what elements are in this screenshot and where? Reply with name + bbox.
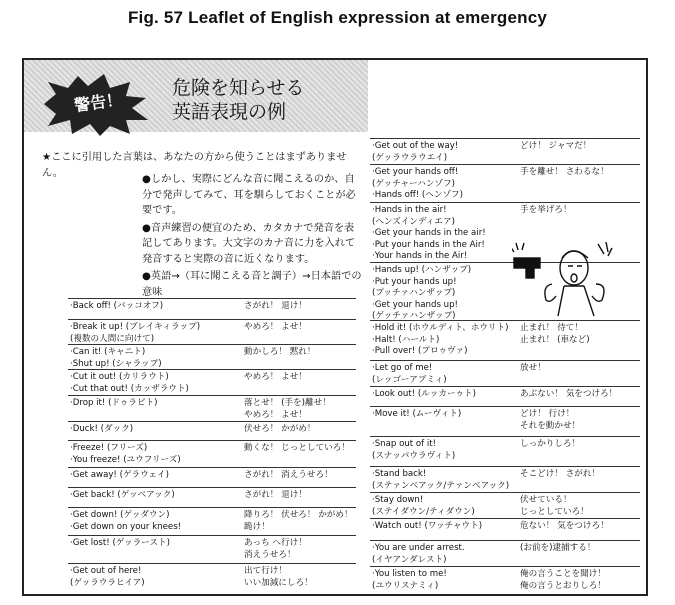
phrase-row xyxy=(68,421,356,440)
phrase-row xyxy=(68,298,356,319)
phrase-row xyxy=(370,540,640,566)
phrase-japanese: 出て行け！ いい加減にしろ！ xyxy=(244,566,313,588)
phrase-english: ·Cut it out! (カリラウト) ·Cut that out! (カッザラウト) xyxy=(70,372,189,394)
phrase-column-left xyxy=(68,298,356,591)
phrase-japanese: 降りろ！ 伏せろ！ かがめ！ 跪け！ xyxy=(244,510,353,532)
leaflet-title xyxy=(172,76,304,124)
phrase-english: ·Can it! (キャニト) ·Shut up! (シャラップ) xyxy=(70,347,162,369)
phrase-japanese: さがれ！ 退け！ xyxy=(244,490,307,500)
phrase-japanese: 放せ！ xyxy=(520,363,546,373)
phrase-english: ·Get your hands off! (ゲッチャーハンゾフ) ·Hands off! (ヘンゾフ) xyxy=(372,167,464,200)
phrase-japanese: 手を離せ！ さわるな！ xyxy=(520,167,609,177)
phrase-row xyxy=(370,138,640,164)
intro-note: ★ここに引用した言葉は、あなたの方から使うことはまずありません。 xyxy=(42,152,347,179)
phrase-row xyxy=(68,319,356,344)
bullet-item: ●英語→（耳に聞こえる音と調子）→日本語での意味 xyxy=(142,271,362,298)
phrase-row xyxy=(370,492,640,518)
phrase-english: ·Stand back! (ステァンベアック/テァンベアック) xyxy=(372,469,510,491)
phrase-japanese: どけ！ ジャマだ！ xyxy=(520,141,592,151)
phrase-english: ·Freeze! (フリーズ) ·You freeze! (ユウフリーズ) xyxy=(70,443,181,465)
phrase-row xyxy=(370,164,640,202)
phrase-english: ·Stay down! (ステイダウン/ティダウン) xyxy=(372,495,475,517)
phrase-english: ·You listen to me! (ユウリスナミィ) xyxy=(372,569,447,591)
phrase-row xyxy=(68,507,356,535)
phrase-english: ·Hold it! (ホウルディト、ホウリト) ·Halt! (ハールト) ·Pull over! (プロゥヴァ) xyxy=(372,323,509,356)
leaflet xyxy=(22,58,648,596)
phrase-japanese: 手を挙げろ！ xyxy=(520,205,572,215)
phrase-row xyxy=(68,344,356,369)
phrase-row xyxy=(68,369,356,395)
phrase-row xyxy=(68,467,356,487)
phrase-english: ·Get back! (ゲッベアック) xyxy=(70,490,175,500)
phrase-english: ·Get away! (ゲラウェイ) xyxy=(70,470,169,480)
phrase-english: ·Hands up! (ハンザップ) ·Put your hands up! (プッチァハンザップ) ·Get your hands up! (ゲッチァハンザップ) xyxy=(372,265,472,321)
phrase-japanese: 伏せている！ じっとしていろ！ xyxy=(520,495,589,517)
phrase-row xyxy=(370,406,640,436)
phrase-english: ·Break it up! (ブレイキィラップ) (複数の人間に向けて) xyxy=(70,322,201,344)
phrase-english: ·Get down! (ゲッダウン) ·Get down on your knees! xyxy=(70,510,182,532)
phrase-row xyxy=(370,360,640,386)
phrase-english: ·Drop it! (ドゥラピト) xyxy=(70,398,158,408)
phrase-japanese: (お前を)逮捕する！ xyxy=(520,543,596,553)
phrase-japanese: あぶない！ 気をつけろ！ xyxy=(520,389,618,399)
phrase-japanese: やめろ！ よせ！ xyxy=(244,372,307,382)
phrase-english: ·Get lost! (ゲッラースト) xyxy=(70,538,170,548)
phrase-japanese: 俺の言うことを聞け！ 俺の言うとおりしろ！ xyxy=(520,569,606,591)
phrase-english: ·Let go of me! (レッゴーアブミィ) xyxy=(372,363,447,385)
phrase-english: ·You are under arrest. (イヤアンダレスト) xyxy=(372,543,465,565)
phrase-japanese: 止まれ！ 待て！ 止まれ！ (車など) xyxy=(520,323,590,345)
phrase-english: ·Move it! (ムーヴィト) xyxy=(372,409,462,419)
leaflet-title-line2: 英語表現の例 xyxy=(172,101,287,123)
phrase-japanese: さがれ！ 退け！ xyxy=(244,301,307,311)
phrase-row xyxy=(370,466,640,492)
phrase-english: ·Duck! (ダック) xyxy=(70,424,134,434)
warning-badge: 警告！ xyxy=(73,89,124,116)
phrase-row xyxy=(370,320,640,360)
phrase-english: ·Snap out of it! (スナッパウラヴィト) xyxy=(372,439,456,461)
phrase-row xyxy=(370,386,640,406)
phrase-japanese: 落とせ！ (手を)離せ！ やめろ！ よせ！ xyxy=(244,398,331,420)
phrase-japanese: あっち へ行け！ 消えうせろ！ xyxy=(244,538,307,560)
phrase-row xyxy=(68,395,356,421)
phrase-english: ·Get out of here! (ゲッラウラヒイア) xyxy=(70,566,145,588)
phrase-english: ·Hands in the air! (ヘンズインディエア) ·Get your hands in the air! ·Put your hands in the Air! ·Your hands in the Air! xyxy=(372,205,486,261)
bullet-item: ●しかし、実際にどんな音に聞こえるのか、自分で発声してみて、耳を馴らしておくことが必要です。 xyxy=(142,174,356,216)
phrase-english: ·Watch out! (ワッチャウト) xyxy=(372,521,483,531)
phrase-row xyxy=(68,440,356,467)
phrase-row xyxy=(68,535,356,563)
phrase-row xyxy=(68,487,356,507)
phrase-english: ·Get out of the way! (ゲッラウラウエイ) xyxy=(372,141,459,163)
phrase-english: ·Look out! (ルッカーゥト) xyxy=(372,389,476,399)
phrase-japanese: 動くな！ じっとしていろ！ xyxy=(244,443,350,453)
phrase-row xyxy=(370,566,640,592)
phrase-japanese: 動かしろ！ 黙れ！ xyxy=(244,347,316,357)
leaflet-title-line1: 危険を知らせる xyxy=(172,77,305,99)
phrase-row xyxy=(370,436,640,466)
phrase-japanese: 伏せろ！ かがめ！ xyxy=(244,424,316,434)
phrase-japanese: どけ！ 行け！ それを動かせ！ xyxy=(520,409,581,431)
phrase-japanese: 危ない！ 気をつけろ！ xyxy=(520,521,609,531)
phrase-row xyxy=(370,518,640,540)
phrase-row xyxy=(68,563,356,591)
phrase-japanese: さがれ！ 消えうせろ！ xyxy=(244,470,333,480)
bullet-list xyxy=(142,172,364,302)
phrase-japanese: そこどけ！ さがれ！ xyxy=(520,469,601,479)
phrase-column-right xyxy=(370,138,640,592)
figure-title: Fig. 57 Leaflet of English expression at emergency xyxy=(127,8,548,27)
phrase-japanese: やめろ！ よせ！ xyxy=(244,322,307,332)
bullet-item: ●音声練習の便宜のため、カタカナで発音を表記してあります。大文字のカナ音に力を入れて発音すると実際の音に近くなります。 xyxy=(142,222,356,265)
held-at-gunpoint-illustration-icon xyxy=(512,240,620,322)
phrase-english: ·Back off! (バッコオフ) xyxy=(70,301,164,311)
phrase-japanese: しっかりしろ！ xyxy=(520,439,581,449)
